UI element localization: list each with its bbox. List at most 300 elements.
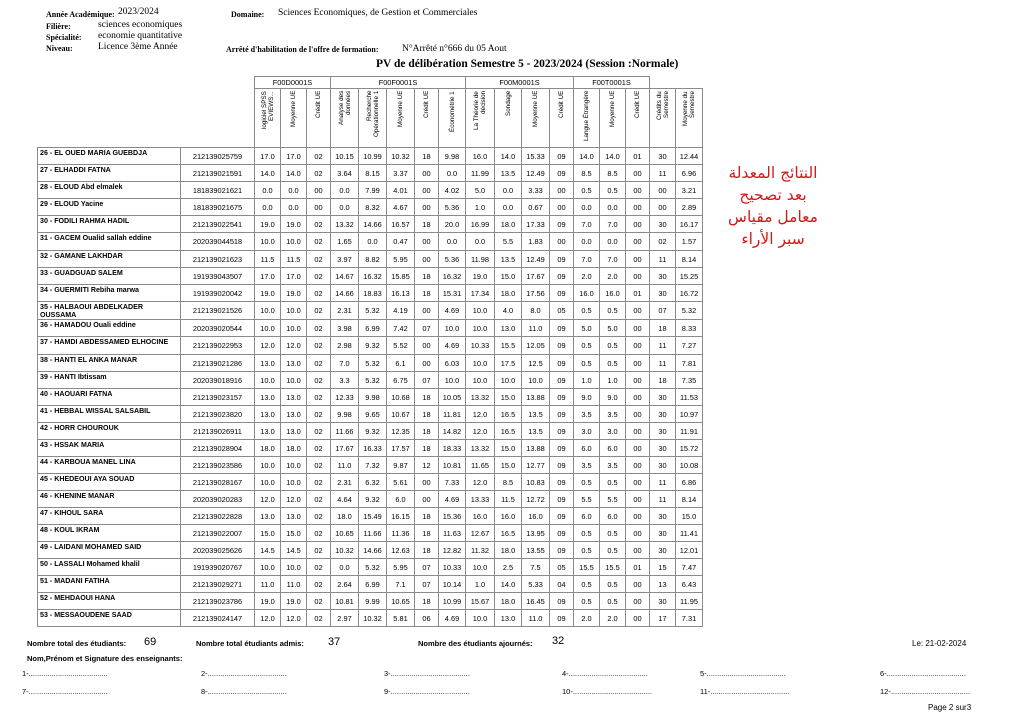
grade-cell: 11.32 (466, 542, 495, 559)
grade-cell: 30 (650, 268, 676, 285)
grade-cell: 5.61 (387, 474, 415, 491)
grade-cell: 19.0 (255, 593, 281, 610)
grade-cell: 10.32 (331, 542, 359, 559)
total-value: 69 (144, 636, 157, 648)
grade-cell: 5.81 (387, 610, 415, 627)
column-header (387, 89, 415, 148)
grade-cell: 02 (307, 285, 331, 302)
grade-cell: 18 (415, 508, 439, 525)
grade-cell: 1.0 (574, 372, 600, 389)
grade-cell: 12.82 (439, 542, 466, 559)
report-date: Le: 21-02-2024 (912, 639, 967, 648)
grade-cell: 09 (550, 355, 574, 372)
grade-cell: 02 (307, 320, 331, 337)
column-header-label: Crédits du Semestre (655, 91, 670, 120)
student-matricule: 212139026911 (181, 423, 255, 440)
column-header-label: Crédit UE (315, 91, 322, 119)
grade-cell: 15.0 (495, 440, 522, 457)
grade-cell: 1.0 (466, 199, 495, 216)
column-header-label: Analyse des données (337, 91, 352, 126)
grade-cell: 5.95 (387, 559, 415, 576)
table-row (38, 182, 703, 199)
grade-cell: 13.5 (495, 251, 522, 268)
grade-cell: 6.99 (359, 576, 387, 593)
grade-cell: 02 (307, 165, 331, 182)
grade-cell: 18.0 (281, 440, 307, 457)
header-blank (38, 77, 255, 148)
student-name: 50 - LASSALI Mohamed khalil (38, 559, 181, 576)
correction-note-line: معامل مقياس (728, 208, 818, 226)
grade-cell: 16.5 (495, 406, 522, 423)
table-row (38, 233, 703, 251)
column-header-label: Moyenne UE (609, 91, 616, 128)
grade-cell: 3.64 (331, 165, 359, 182)
grade-cell: 02 (307, 576, 331, 593)
grade-cell: 3.37 (387, 165, 415, 182)
group-code-f: F00F0001S (331, 77, 466, 89)
grade-cell: 6.96 (676, 165, 703, 182)
student-name: 51 - MADANI FATIHA (38, 576, 181, 593)
grade-cell: 12.63 (387, 542, 415, 559)
column-header (676, 89, 703, 148)
grade-cell: 6.86 (676, 474, 703, 491)
grade-cell: 9.98 (331, 406, 359, 423)
grade-cell: 8.32 (359, 199, 387, 216)
grade-cell: 3.5 (600, 406, 626, 423)
grade-cell: 10.0 (466, 320, 495, 337)
grade-cell: 01 (626, 285, 650, 302)
grade-cell: 0.5 (600, 302, 626, 320)
table-row (38, 389, 703, 406)
grade-cell: 2.0 (574, 610, 600, 627)
grade-cell: 09 (550, 423, 574, 440)
grade-cell: 16.13 (387, 285, 415, 302)
grade-cell: 00 (415, 474, 439, 491)
student-matricule: 202039018916 (181, 372, 255, 389)
student-name: 28 - ELOUD Abd elmalek (38, 182, 181, 199)
grade-cell: 00 (626, 542, 650, 559)
grade-cell: 3.0 (600, 423, 626, 440)
grade-cell: 14.66 (359, 542, 387, 559)
grade-cell: 1.0 (600, 372, 626, 389)
grade-cell: 17.0 (281, 148, 307, 165)
grade-cell: 8.15 (359, 165, 387, 182)
student-name: 27 - ELHADDI FATNA (38, 165, 181, 182)
grade-cell: 6.0 (574, 440, 600, 457)
table-row (38, 251, 703, 268)
grade-cell: 14.0 (495, 576, 522, 593)
grade-cell: 18 (415, 268, 439, 285)
deliberation-table (37, 76, 703, 627)
column-header (415, 89, 439, 148)
grade-cell: 19.0 (281, 593, 307, 610)
grade-cell: 3.0 (574, 423, 600, 440)
student-name: 36 - HAMADOU Ouali eddine (38, 320, 181, 337)
column-header-label: logiciel SPSS EVIEWS... (260, 91, 275, 129)
grade-cell: 14.5 (281, 542, 307, 559)
grade-cell: 16.72 (676, 285, 703, 302)
grade-cell: 11.98 (466, 251, 495, 268)
domaine-label: Domaine: (231, 10, 265, 19)
grade-cell: 09 (550, 320, 574, 337)
grade-cell: 4.19 (387, 302, 415, 320)
column-header (550, 89, 574, 148)
grade-cell: 11 (650, 491, 676, 508)
grade-cell: 13.0 (281, 508, 307, 525)
grade-cell: 3.98 (331, 320, 359, 337)
grade-cell: 02 (650, 233, 676, 251)
grade-cell: 09 (550, 372, 574, 389)
student-matricule: 212139024147 (181, 610, 255, 627)
grade-cell: 09 (550, 457, 574, 474)
arrete-value: N°Arrêté n°666 du 05 Aout (402, 44, 507, 54)
student-name: 44 - KARBOUA MANEL LINA (38, 457, 181, 474)
grade-cell: 20.0 (439, 216, 466, 233)
grade-cell: 04 (550, 576, 574, 593)
table-row (38, 165, 703, 182)
grade-cell: 10.65 (387, 593, 415, 610)
grade-cell: 11.99 (466, 165, 495, 182)
grade-cell: 15.85 (387, 268, 415, 285)
grade-cell: 9.32 (359, 423, 387, 440)
grade-cell: 10.0 (522, 372, 550, 389)
grade-cell: 09 (550, 491, 574, 508)
student-name: 34 - GUERMITI Rebiha marwa (38, 285, 181, 302)
column-header (331, 89, 359, 148)
grade-cell: 14.66 (359, 216, 387, 233)
grade-cell: 6.99 (359, 320, 387, 337)
grade-cell: 00 (626, 233, 650, 251)
grade-cell: 12.77 (522, 457, 550, 474)
grade-cell: 4.69 (439, 491, 466, 508)
grade-cell: 5.32 (359, 559, 387, 576)
grade-cell: 10.0 (466, 302, 495, 320)
grade-cell: 11 (650, 474, 676, 491)
grade-cell: 0.5 (574, 337, 600, 355)
grade-cell: 10.0 (255, 302, 281, 320)
grade-cell: 17.0 (255, 268, 281, 285)
grade-cell: 15.0 (495, 268, 522, 285)
student-matricule: 181839021621 (181, 182, 255, 199)
grade-cell: 4.67 (387, 199, 415, 216)
grade-cell: 13.0 (281, 406, 307, 423)
student-name: 40 - HAOUARI FATNA (38, 389, 181, 406)
grade-cell: 00 (307, 182, 331, 199)
grade-cell: 12.67 (466, 525, 495, 542)
grade-cell: 12.0 (255, 610, 281, 627)
grade-cell: 17.0 (255, 148, 281, 165)
signature-line: 3-...................................... (384, 669, 470, 678)
grade-cell: 7.1 (387, 576, 415, 593)
group-code-d: F00D0001S (255, 77, 331, 89)
column-header-label: La Théorie de décision (473, 91, 487, 130)
student-matricule: 212139021591 (181, 165, 255, 182)
grade-cell: 11.81 (439, 406, 466, 423)
grade-cell: 18 (415, 593, 439, 610)
grade-cell: 13.0 (255, 423, 281, 440)
grade-cell: 1.57 (676, 233, 703, 251)
column-header (281, 89, 307, 148)
student-matricule: 191939020767 (181, 559, 255, 576)
table-row (38, 355, 703, 372)
grade-cell: 15.0 (281, 525, 307, 542)
grade-cell: 10.08 (676, 457, 703, 474)
grade-cell: 11 (650, 337, 676, 355)
grade-cell: 07 (415, 320, 439, 337)
grade-cell: 5.33 (522, 576, 550, 593)
grade-cell: 13 (650, 576, 676, 593)
grade-cell: 15.5 (600, 559, 626, 576)
grade-cell: 11.91 (676, 423, 703, 440)
student-name: 38 - HANTI EL ANKA MANAR (38, 355, 181, 372)
grade-cell: 7.0 (600, 216, 626, 233)
student-name: 29 - ELOUD Yacine (38, 199, 181, 216)
grade-cell: 16.0 (466, 508, 495, 525)
page-title: PV de délibération Semestre 5 - 2023/2024 (Session :Normale) (376, 58, 679, 70)
column-header (600, 89, 626, 148)
grade-cell: 5.5 (574, 491, 600, 508)
table-row (38, 491, 703, 508)
grade-cell: 10.0 (255, 457, 281, 474)
grade-cell: 10.14 (439, 576, 466, 593)
grade-cell: 5.5 (600, 491, 626, 508)
grade-cell: 12.49 (522, 251, 550, 268)
grade-cell: 0.0 (359, 233, 387, 251)
grade-cell: 07 (415, 576, 439, 593)
grade-cell: 11.5 (281, 251, 307, 268)
column-header-label: Sondage (504, 91, 512, 117)
grade-cell: 0.5 (574, 474, 600, 491)
grade-cell: 13.0 (281, 423, 307, 440)
table-row (38, 440, 703, 457)
table-row (38, 337, 703, 355)
grade-cell: 15.25 (676, 268, 703, 285)
grade-cell: 10.32 (359, 610, 387, 627)
specialite-label: Spécialité: (46, 33, 82, 42)
column-header (495, 89, 522, 148)
grade-cell: 00 (626, 525, 650, 542)
student-matricule: 212139022828 (181, 508, 255, 525)
grade-cell: 00 (626, 337, 650, 355)
grade-cell: 18 (415, 423, 439, 440)
grade-cell: 30 (650, 593, 676, 610)
grade-cell: 00 (626, 491, 650, 508)
grade-cell: 12.44 (676, 148, 703, 165)
grade-cell: 09 (550, 337, 574, 355)
student-matricule: 212139029271 (181, 576, 255, 593)
grade-cell: 0.0 (439, 165, 466, 182)
student-name: 39 - HANTI Ibtissam (38, 372, 181, 389)
grade-cell: 7.0 (600, 251, 626, 268)
table-row (38, 423, 703, 440)
grade-cell: 5.36 (439, 251, 466, 268)
column-header (466, 89, 495, 148)
grade-cell: 0.5 (574, 593, 600, 610)
grade-cell: 0.0 (331, 199, 359, 216)
grade-cell: 2.97 (331, 610, 359, 627)
grade-cell: 5.95 (387, 251, 415, 268)
grade-cell: 10.81 (331, 593, 359, 610)
table-row (38, 593, 703, 610)
grade-cell: 09 (550, 508, 574, 525)
grade-cell: 13.55 (522, 542, 550, 559)
grade-cell: 00 (626, 440, 650, 457)
grade-cell: 16.33 (359, 440, 387, 457)
signature-line: 7-...................................... (22, 687, 108, 696)
grade-cell: 00 (307, 199, 331, 216)
grade-cell: 11.53 (676, 389, 703, 406)
grade-cell: 18.33 (439, 440, 466, 457)
grade-cell: 5.52 (387, 337, 415, 355)
grade-cell: 8.5 (574, 165, 600, 182)
grade-cell: 7.47 (676, 559, 703, 576)
grade-cell: 17.34 (466, 285, 495, 302)
grade-cell: 07 (415, 372, 439, 389)
grade-cell: 6.03 (439, 355, 466, 372)
signature-line: 2-...................................... (201, 669, 287, 678)
grade-cell: 14.0 (281, 165, 307, 182)
grade-cell: 00 (415, 355, 439, 372)
student-matricule: 212139028167 (181, 474, 255, 491)
grade-cell: 2.0 (600, 268, 626, 285)
grade-cell: 6.43 (676, 576, 703, 593)
grade-cell: 15.0 (495, 457, 522, 474)
grade-cell: 0.0 (574, 233, 600, 251)
grade-cell: 11.36 (387, 525, 415, 542)
grade-cell: 16.99 (466, 216, 495, 233)
table-row (38, 199, 703, 216)
table-row (38, 148, 703, 165)
grade-cell: 4.0 (495, 302, 522, 320)
grade-cell: 12.0 (466, 406, 495, 423)
grade-cell: 30 (650, 508, 676, 525)
student-matricule: 202039020283 (181, 491, 255, 508)
grade-cell: 15.33 (522, 148, 550, 165)
grade-cell: 09 (550, 251, 574, 268)
grade-cell: 00 (626, 406, 650, 423)
grade-cell: 02 (307, 372, 331, 389)
grade-cell: 7.35 (676, 372, 703, 389)
grade-cell: 00 (415, 233, 439, 251)
grade-cell: 00 (626, 423, 650, 440)
grade-cell: 00 (415, 302, 439, 320)
grade-cell: 6.0 (574, 508, 600, 525)
grade-cell: 01 (626, 559, 650, 576)
grade-cell: 11.0 (255, 576, 281, 593)
grade-cell: 0.0 (331, 182, 359, 199)
grade-cell: 16.0 (495, 508, 522, 525)
correction-note-line: النتائج المعدلة (728, 164, 818, 182)
grade-cell: 9.0 (574, 389, 600, 406)
grade-cell: 0.67 (522, 199, 550, 216)
grade-cell: 13.5 (522, 423, 550, 440)
grade-cell: 10.33 (466, 337, 495, 355)
table-row (38, 542, 703, 559)
student-matricule: 212139023786 (181, 593, 255, 610)
grade-cell: 4.02 (439, 182, 466, 199)
grade-cell: 0.0 (495, 182, 522, 199)
grade-cell: 09 (550, 216, 574, 233)
column-header-label: Langue Étrangère (583, 91, 590, 142)
grade-cell: 10.65 (331, 525, 359, 542)
grade-cell: 16.5 (495, 525, 522, 542)
grade-cell: 02 (307, 542, 331, 559)
grade-cell: 12.0 (255, 337, 281, 355)
grade-cell: 7.31 (676, 610, 703, 627)
student-name: 46 - KHENINE MANAR (38, 491, 181, 508)
grade-cell: 7.81 (676, 355, 703, 372)
grade-cell: 7.5 (522, 559, 550, 576)
student-matricule: 212139022953 (181, 337, 255, 355)
grade-cell: 6.1 (387, 355, 415, 372)
grade-cell: 11.66 (359, 525, 387, 542)
grade-cell: 10.0 (466, 355, 495, 372)
grade-cell: 09 (550, 440, 574, 457)
grade-cell: 13.0 (281, 389, 307, 406)
student-matricule: 202039020544 (181, 320, 255, 337)
grade-cell: 0.0 (466, 233, 495, 251)
grade-cell: 18 (415, 389, 439, 406)
grade-cell: 16.0 (522, 508, 550, 525)
grade-cell: 00 (650, 182, 676, 199)
grade-cell: 15.36 (439, 508, 466, 525)
correction-note-line: بعد تصحيح (739, 186, 807, 204)
grade-cell: 0.0 (281, 199, 307, 216)
domaine-value: Sciences Economiques, de Gestion et Commerciales (278, 8, 478, 18)
column-header (307, 89, 331, 148)
grade-cell: 02 (307, 355, 331, 372)
grade-cell: 8.14 (676, 491, 703, 508)
table-row (38, 559, 703, 576)
annee-label: Année Académique: (46, 10, 115, 19)
grade-cell: 10.99 (359, 148, 387, 165)
grade-cell: 6.0 (600, 508, 626, 525)
grade-cell: 0.5 (574, 182, 600, 199)
ajournes-value: 32 (552, 635, 565, 647)
annee-value: 2023/2024 (118, 7, 159, 17)
grade-cell: 11.5 (255, 251, 281, 268)
correction-note-line: سبر الأراء (741, 230, 805, 248)
grade-cell: 19.0 (281, 216, 307, 233)
grade-cell: 00 (550, 199, 574, 216)
grade-cell: 3.3 (331, 372, 359, 389)
grade-cell: 9.32 (359, 491, 387, 508)
grade-cell: 12.5 (522, 355, 550, 372)
grade-cell: 17.67 (331, 440, 359, 457)
grade-cell: 12 (415, 457, 439, 474)
student-name: 47 - KIHOUL SARA (38, 508, 181, 525)
grade-cell: 10.97 (676, 406, 703, 423)
grade-cell: 18.0 (495, 542, 522, 559)
grade-cell: 11.0 (281, 576, 307, 593)
grade-cell: 14.82 (439, 423, 466, 440)
grade-cell: 13.0 (281, 355, 307, 372)
grade-cell: 01 (626, 148, 650, 165)
student-matricule: 212139025759 (181, 148, 255, 165)
grade-cell: 00 (626, 508, 650, 525)
grade-cell: 02 (307, 216, 331, 233)
grade-cell: 00 (626, 165, 650, 182)
grade-cell: 09 (550, 389, 574, 406)
grade-cell: 2.98 (331, 337, 359, 355)
table-row (38, 525, 703, 542)
grade-cell: 07 (650, 302, 676, 320)
grade-cell: 18.0 (495, 593, 522, 610)
grade-cell: 18 (415, 148, 439, 165)
grade-cell: 16.57 (387, 216, 415, 233)
student-matricule: 181839021675 (181, 199, 255, 216)
grade-cell: 15.0 (255, 525, 281, 542)
